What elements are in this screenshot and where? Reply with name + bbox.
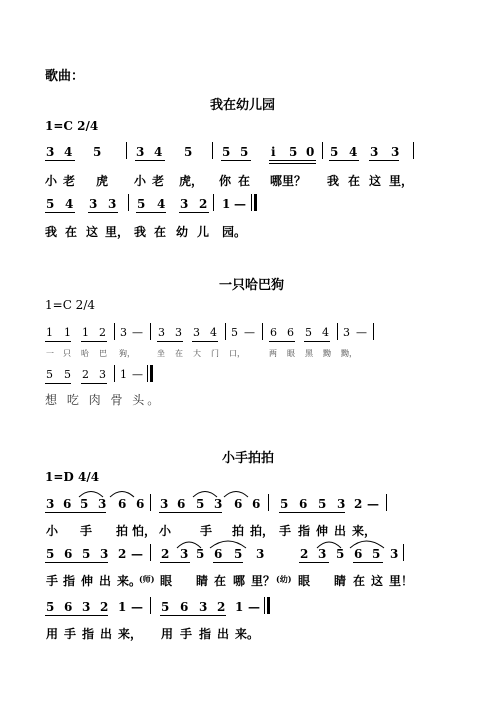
lyric: (幼) [276,574,292,584]
note: 4 [210,326,217,339]
lyric: (师) [139,574,155,584]
note: 5 [184,145,193,159]
note: 3 [391,145,400,159]
lyric: 两 [269,349,277,358]
note: 3 [136,145,145,159]
lyric: 只 [63,349,71,358]
note: 2 [300,547,309,561]
note: 4 [322,326,329,339]
lyric: 我 [134,225,147,239]
note: 6 [234,497,243,511]
note: 6 [270,326,277,339]
lyric: 哪 [233,574,246,588]
note: 3 [82,600,91,614]
note: 5 [137,197,146,211]
note: 3 [180,547,189,561]
lyric: 出 [100,627,113,641]
note: 3 [214,497,223,511]
note: i [271,145,276,159]
note: 3 [370,145,379,159]
lyric: 在 [214,574,227,588]
lyric: 手 [64,627,77,641]
lyric: 里， [389,174,414,188]
note: 5 [305,326,312,339]
note: 3 [100,547,109,561]
note: — [132,326,143,339]
note: 3 [337,497,346,511]
note: 3 [46,497,55,511]
note: 5 [161,600,170,614]
lyric: 指 [82,627,95,641]
lyric: 小 [159,524,172,538]
lyric: 眼 [160,574,173,588]
lyric: 这 [369,174,382,188]
lyric: 小 [134,174,147,188]
song2-line1-notes [0,326,496,342]
note: 5 [93,145,102,159]
lyric: 老 [152,174,165,188]
note: — [248,600,260,614]
lyric: 用 [46,627,59,641]
song1-line1-lyrics [0,172,496,188]
note: 6 [64,547,73,561]
note: 5 [64,368,71,381]
note: 5 [280,497,289,511]
note: 2 [217,600,226,614]
note: 1 [82,326,89,339]
lyric: 眼 [287,349,295,358]
note: 6 [118,497,127,511]
song2-key: 1=C 2/4 [45,298,95,312]
note: — [132,368,143,381]
note: 6 [136,497,145,511]
lyric: 大 [193,349,201,358]
lyric: 手 [80,524,93,538]
note: 6 [63,497,72,511]
note: 3 [99,368,106,381]
lyric: 坐 [157,349,165,358]
note: 2 [199,197,208,211]
note: — [367,497,379,511]
note: 5 [196,547,205,561]
lyric: 儿 [197,225,210,239]
song2-line2-lyrics: 想 吃 肉 骨 头。 [45,393,163,407]
note: 1 [118,600,127,614]
note: 6 [287,326,294,339]
note: 2 [100,600,109,614]
lyric: 伸 [81,574,94,588]
lyric: 来， [118,627,143,641]
lyric: 老 [63,174,76,188]
note: 3 [46,145,55,159]
lyric: 门 [211,349,219,358]
lyric: 里， [105,225,130,239]
note: 5 [46,368,53,381]
lyric: 黑 [305,349,313,358]
lyric: 虎， [179,174,204,188]
note: 6 [299,497,308,511]
song2-line2-notes [0,368,496,384]
note: 5 [372,547,381,561]
lyric: 怕， [132,524,157,538]
lyric: 黝 [323,349,331,358]
song3-line1-notes [0,497,496,513]
note: 5 [196,497,205,511]
note: 4 [65,197,74,211]
lyric: 拍 [232,524,245,538]
lyric: 来。 [117,574,142,588]
lyric: 在 [353,574,366,588]
note: 5 [318,497,327,511]
lyric: 园。 [222,225,247,239]
note: 3 [98,497,107,511]
lyric: 睛 [334,574,347,588]
note: 3 [343,326,350,339]
lyric: 伸 [316,524,329,538]
lyric: 在 [175,349,183,358]
note: 5 [330,145,339,159]
note: 6 [180,600,189,614]
note: 5 [289,145,298,159]
note: 5 [234,547,243,561]
lyric: 眼 [298,574,311,588]
note: 3 [108,197,117,211]
lyric: 指 [199,627,212,641]
note: 2 [161,547,170,561]
lyric: 小 [45,174,58,188]
song3-line2-notes [0,547,496,563]
note: 2 [82,368,89,381]
lyric: 这 [371,574,384,588]
lyric: 用 [161,627,174,641]
lyric: 在 [65,225,78,239]
song3-line3-notes [0,600,496,616]
song1-line2-notes [0,197,496,213]
song1-line2-lyrics [0,223,496,239]
note: 5 [46,197,55,211]
note: — [244,326,255,339]
note: 3 [180,197,189,211]
lyric: 这 [86,225,99,239]
lyric: 你 [219,174,232,188]
lyric: 我 [45,225,58,239]
note: 5 [46,547,55,561]
lyric: 哈 [81,349,89,358]
lyric: 指 [298,524,311,538]
lyric: 手 [200,524,213,538]
note: 3 [318,547,327,561]
note: 1 [64,326,71,339]
lyric: 口， [229,349,245,358]
note: 2 [118,547,127,561]
note: 1 [120,368,127,381]
note: 2 [99,326,106,339]
lyric: 出 [99,574,112,588]
note: — [356,326,367,339]
note: 0 [306,145,315,159]
note: 6 [177,497,186,511]
note: 5 [240,145,249,159]
note: 5 [80,497,89,511]
note: 1 [46,326,53,339]
lyric: 幼 [176,225,189,239]
section-label: 歌曲： [45,69,85,84]
note: 6 [354,547,363,561]
note: — [234,197,246,211]
lyric: 在 [348,174,361,188]
note: — [131,600,143,614]
note: 6 [64,600,73,614]
lyric: 指 [63,574,76,588]
lyric: 里！ [389,574,414,588]
lyric: 手 [279,524,292,538]
note: 3 [175,326,182,339]
note: 5 [82,547,91,561]
song3-line2-lyrics [0,572,496,588]
note: 3 [193,326,200,339]
song1-line1-notes [0,145,496,161]
note: — [131,547,143,561]
note: 6 [214,547,223,561]
lyric: 在 [238,174,251,188]
note: 3 [120,326,127,339]
note: 3 [199,600,208,614]
note: 4 [64,145,73,159]
note: 5 [336,547,345,561]
song1-title: 我在幼儿园 [210,98,276,113]
lyric: 虎 [96,174,109,188]
lyric: 里？ [251,574,276,588]
lyric: 哪里？ [270,174,307,188]
lyric: 来。 [235,627,260,641]
note: 1 [235,600,244,614]
lyric: 出 [217,627,230,641]
lyric: 一 [46,349,54,358]
lyric: 我 [327,174,340,188]
lyric: 来， [352,524,377,538]
note: 3 [158,326,165,339]
lyric: 拍， [250,524,275,538]
song1-key: 1=C 2/4 [45,119,99,133]
note: 3 [390,547,399,561]
note: 5 [222,145,231,159]
lyric: 狗， [119,349,135,358]
note: 3 [89,197,98,211]
note: 4 [154,145,163,159]
lyric: 睛 [196,574,209,588]
song3-key: 1=D 4/4 [45,470,100,484]
song3-title: 小手拍拍 [222,451,275,466]
lyric: 拍 [116,524,129,538]
lyric: 巴 [99,349,107,358]
song2-line1-lyrics [0,348,496,360]
song3-line3-lyrics [0,625,496,641]
note: 4 [157,197,166,211]
note: 5 [231,326,238,339]
note: 4 [349,145,358,159]
note: 3 [256,547,265,561]
lyric: 在 [154,225,167,239]
note: 6 [252,497,261,511]
lyric: 出 [334,524,347,538]
song2-title: 一只哈巴狗 [219,278,285,293]
note: 5 [46,600,55,614]
note: 2 [354,497,363,511]
note: 3 [160,497,169,511]
lyric: 黝， [341,349,357,358]
lyric: 手 [180,627,193,641]
lyric: 手 [46,574,59,588]
note: 1 [222,197,231,211]
lyric: 小 [46,524,59,538]
